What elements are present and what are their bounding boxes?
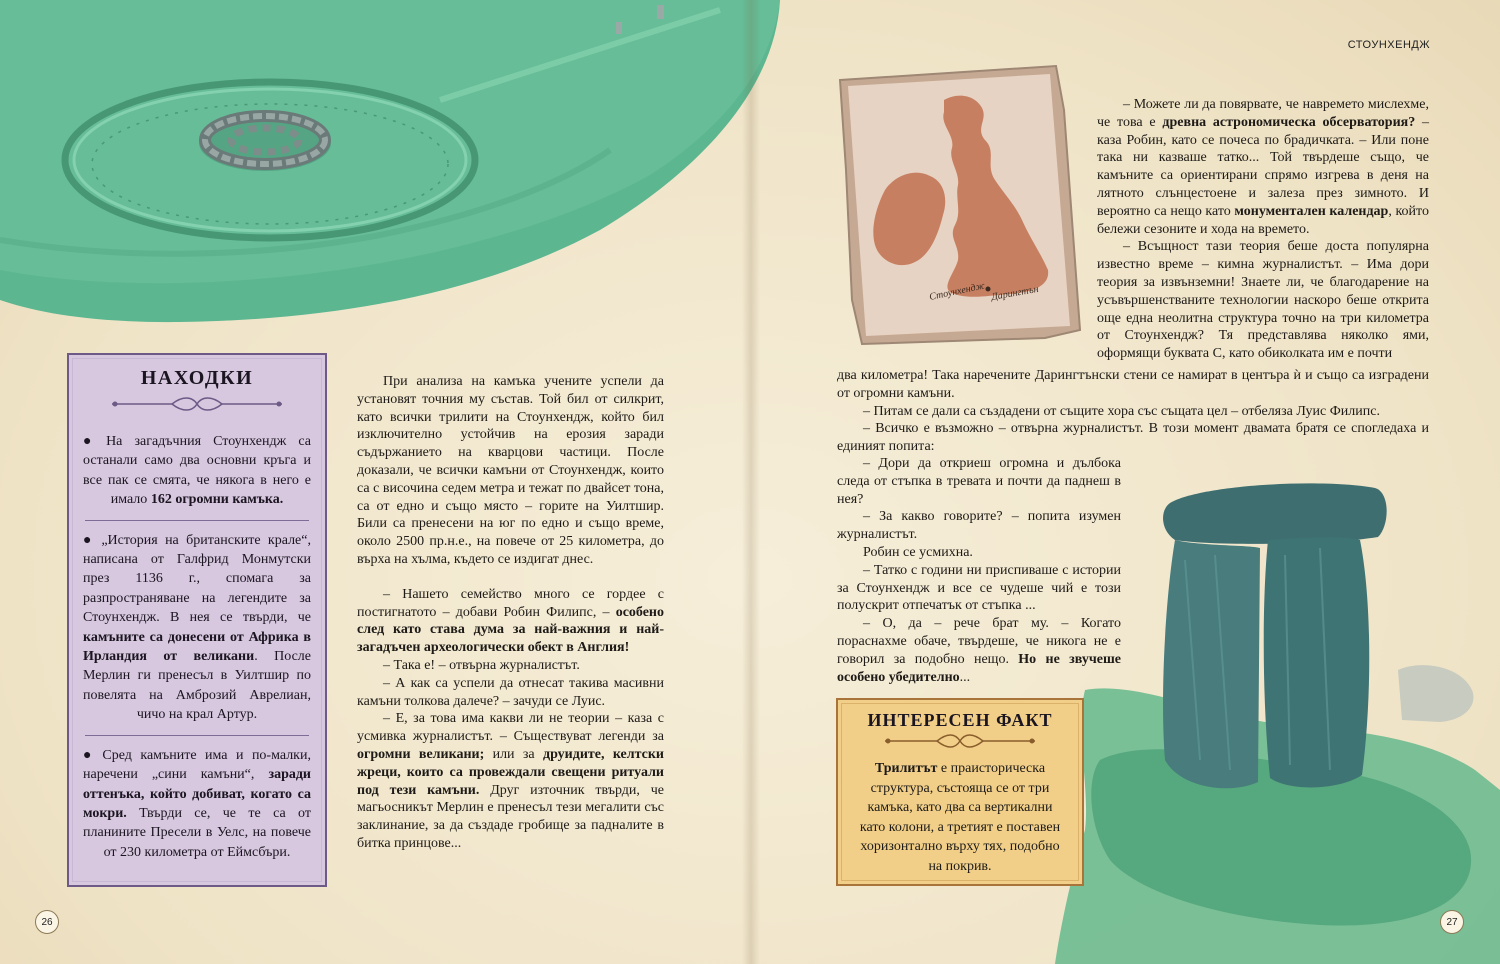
paragraph: – О, да – рече брат му. – Когато пораснахме обаче, твърдеше, че никога не е говорил за подобно нещо. Но не звучеше особено убедително... — [837, 616, 1121, 685]
divider — [85, 520, 309, 521]
paragraph: – Татко с години ни приспиваше с истории за Стоунхендж и все се чудеше чий е този полускрит отпечатък от стъпка ... — [837, 562, 1121, 614]
spine-gutter — [742, 0, 760, 964]
findings-title: НАХОДКИ — [140, 367, 254, 389]
interesting-fact-box — [836, 698, 1084, 886]
findings-box — [67, 353, 327, 887]
finding-item — [83, 746, 311, 862]
page-number-left: 26 — [35, 910, 59, 934]
paragraph: – За какво говорите? – попита изумен журналистът. — [837, 509, 1121, 543]
map-label-durrington: Дарингтън — [990, 283, 1040, 303]
paragraph: – Нашето семейство много се гордее с постигнатото – добави Робин Филипс, – особено след като става дума за най-важния и най-загадъчен археологически обект в Англия! — [357, 586, 664, 656]
paragraph: – Всъщност тази теория беше доста популярна известно време – кимна журналистът. – Има дори теория за извънземни! Знаете ли, че благодарение на усъвършенстваните технологии наскоро беше открита още една неолитна структура точно на три километра от Стоунхендж? Тя представлява няколко ями, оформящи буквата С, като обиколката им е почти — [1097, 239, 1429, 362]
paragraph: два километра! Така наречените Дарингтънски стени се намират в центъра ѝ и също са изградени от огромни камъни. — [837, 368, 1429, 401]
right-body-column-top — [1097, 96, 1429, 363]
right-body-column-full — [837, 367, 1429, 456]
paragraph: – Така е! – отвърна журналистът. — [383, 657, 580, 673]
stonehenge-aerial-illustration — [0, 0, 780, 322]
finding-item — [83, 432, 311, 510]
paragraph: – Е, за това има какви ли не теории – каза с усмивка журналистът. – Съществуват легенди за огромни великани; или за друидите, келтски жреци, които са провеждали свещени ритуали под тези камъни. Друг източник твърди, че магьосникът Мерлин е пренесъл тези мегалити със заклинание, за да създаде гробище за падналите в битка принцове... — [357, 711, 664, 851]
map-label-stonehenge: Стоунхендж — [928, 280, 986, 303]
trilithon-illustration — [1055, 483, 1500, 964]
paragraph: При анализа на камъка учените успели да установят точния му състав. Той бил от силкрит, като всички трилити на Стоунхендж, който бил изключително устойчив на ерозия заради съдържанието на кварцови частици. После доказали, че всички камъни от Стоунхендж, които са с височина седем метра и тежат по двайсет тона, са от едно и също място – горите на Уилтшир. Били са пренесени на юг по едно и също време, около 2500 пр.н.е., на повече от 25 километра, до върха на хълма, където се издигат днес. — [357, 374, 664, 567]
finding-emphasis: камъните са донесени от Африка в Ирландия от великани — [83, 629, 311, 665]
britain-map-illustration — [840, 66, 1080, 344]
finding-text: Сред камъните има и по-малки, наречени „сини камъни“, — [83, 747, 311, 783]
fact-text: Трилитът е праисторическа структура, състояща се от три камъка, като два са вертикални като колони, а третият е поставен хоризонтално върху тях, подобно на покрив. — [859, 761, 1061, 874]
finding-emphasis: 162 огромни камъка. — [150, 492, 284, 508]
running-head: СТОУНХЕНДЖ — [1347, 39, 1430, 51]
finding-item — [83, 531, 311, 725]
divider — [85, 735, 309, 736]
finding-emphasis: заради оттенъка, който добиват, когато са мокри. — [83, 767, 311, 821]
ornament-divider-icon — [112, 396, 282, 412]
paragraph: – Всичко е възможно – отвърна журналистът. В този момент двамата братя се спогледаха и единият попита: — [837, 421, 1429, 455]
ornament-divider-icon — [885, 733, 1035, 749]
fact-title: ИНТЕРЕСЕН ФАКТ — [867, 710, 1053, 730]
finding-text: . После Мерлин ги пренесъл в Уилтшир по повелята на Амброзий Аврелиан, чичо на крал Артур. — [83, 649, 311, 723]
paragraph: – А как са успели да отнесат такива масивни камъни толкова далече? – зачуди се Луис. — [357, 675, 664, 709]
finding-text: „История на британските крале“, написана от Галфрид Монмутски през 1136 г., спомага за разпространяване на легендите за Стоунхендж. В нея се твърди, че — [83, 532, 311, 626]
finding-text: Твърди се, че те са от планините Пресели в Уелс, на повече от 230 километра от Еймсбъри. — [83, 805, 311, 860]
paragraph: – Можете ли да повярвате, че навремето мислехме, че това е древна астрономическа обсерватория? – каза Робин, като се почеса по брадичката. – Или поне така ни казваше татко... Той твърдеше също, че камъните са ориентирани спрямо изгрева в деня на лятното слънцестоене и залеза през зимното. И вероятно са нещо като монументален календар, който бележи сезоните и хода на времето. — [1097, 97, 1430, 237]
bullet-icon: ● — [83, 747, 97, 763]
left-body-column — [357, 373, 664, 853]
bullet-icon: ● — [83, 532, 96, 548]
paragraph: – Дори да откриеш огромна и дълбока следа от стъпка в тревата и почти да паднеш в нея? — [837, 456, 1121, 507]
paragraph: Робин се усмихна. — [863, 544, 973, 560]
page-number-right: 27 — [1440, 910, 1464, 934]
right-body-column-narrow — [837, 455, 1121, 686]
bullet-icon: ● — [83, 434, 101, 449]
finding-text: На загадъчния Стоунхендж са останали само два основни кръга и все пак се смята, че някога в него е имало — [83, 434, 311, 508]
paragraph: – Питам се дали са създадени от същите хора със същата цел – отбеляза Луис Филипс. — [863, 403, 1380, 419]
